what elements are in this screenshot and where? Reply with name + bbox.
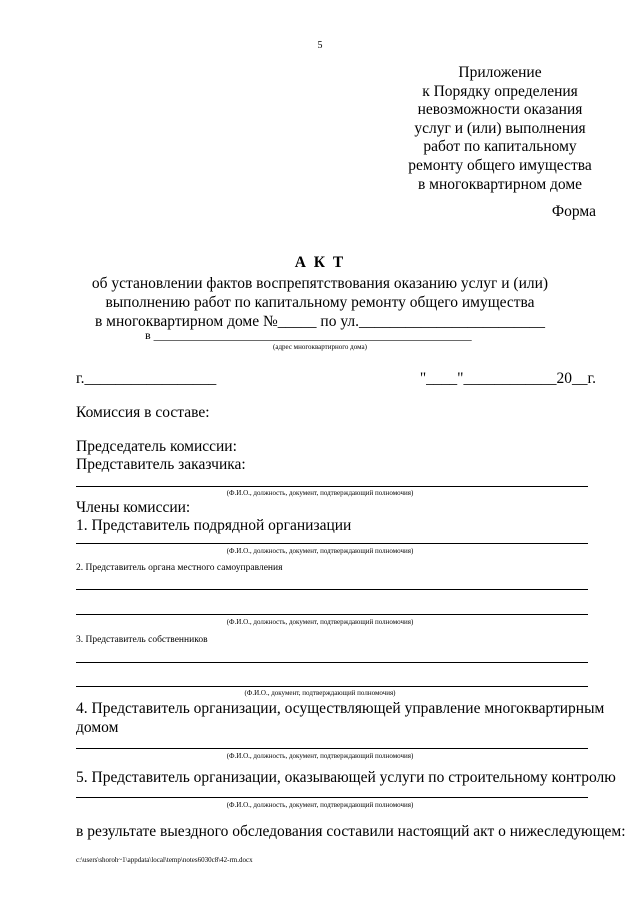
appendix-line: работ по капитальному — [423, 138, 577, 156]
document-subtitle — [0, 274, 640, 331]
member-1-line[interactable] — [76, 543, 588, 544]
member-5-label: 5. Представитель организации, оказывающей услуги по строительному контролю — [76, 769, 616, 786]
page-number: 5 — [317, 40, 323, 51]
appendix-line: Приложение — [458, 64, 542, 81]
member-5-line[interactable] — [76, 797, 588, 798]
appendix-line: ремонту общего имущества — [408, 156, 592, 174]
member-3-line-2[interactable] — [76, 686, 588, 687]
member-4-label: 4. Представитель организации, осуществляющей управление многоквартирным — [76, 700, 605, 717]
fio-caption: (Ф.И.О., должность, документ, подтверждающий полномочия) — [226, 618, 414, 626]
address-caption: (адрес многоквартирного дома) — [273, 343, 367, 351]
member-1-label: 1. Представитель подрядной организации — [76, 517, 352, 534]
customer-rep-line[interactable] — [76, 486, 588, 487]
appendix-line: в многоквартирном доме — [417, 175, 583, 193]
closing-statement: в результате выездного обследования составили настоящий акт о нижеследующем: — [76, 823, 626, 840]
appendix-line: услуг и (или) выполнения — [414, 119, 586, 137]
appendix-line: невозможности оказания — [417, 101, 583, 119]
member-3-line-1[interactable] — [76, 662, 588, 663]
member-2-label: 2. Представитель органа местного самоуправления — [76, 563, 283, 573]
commission-heading: Комиссия в составе: — [76, 404, 210, 421]
form-label: Форма — [551, 203, 596, 220]
date-field[interactable]: "____"____________20__г. — [419, 370, 596, 387]
city-field[interactable]: г._________________ — [76, 370, 217, 387]
subtitle-line: выполнению работ по капитальному ремонту общего имущества — [105, 294, 535, 311]
appendix-line: к Порядку определения — [422, 82, 578, 100]
member-2-line-2[interactable] — [76, 614, 588, 615]
fio-caption-short: (Ф.И.О., документ, подтверждающий полномочия) — [244, 689, 396, 697]
fio-caption: (Ф.И.О., должность, документ, подтверждающий полномочия) — [226, 752, 414, 760]
chairman-label: Председатель комиссии: — [76, 438, 237, 455]
address-field[interactable]: в _____________________________________________________ — [145, 328, 472, 342]
member-4-label-cont: домом — [76, 719, 119, 736]
member-2-line-1[interactable] — [76, 589, 588, 590]
fio-caption: (Ф.И.О., должность, документ, подтверждающий полномочия) — [226, 801, 414, 809]
customer-rep-label: Представитель заказчика: — [76, 456, 246, 473]
fio-caption: (Ф.И.О., должность, документ, подтверждающий полномочия) — [226, 547, 414, 555]
appendix-block — [380, 64, 620, 194]
members-heading: Члены комиссии: — [76, 499, 191, 516]
fio-caption: (Ф.И.О., должность, документ, подтверждающий полномочия) — [226, 489, 414, 497]
subtitle-line: об установлении фактов воспрепятствования оказанию услуг и (или) — [91, 275, 549, 292]
footer-file-path: c:\users\shoroh~1\appdata\local\temp\notes6030c8\42-rm.docx — [76, 856, 253, 864]
document-title: А К Т — [294, 254, 346, 271]
member-3-label: 3. Представитель собственников — [76, 635, 208, 645]
subtitle-line: в многоквартирном доме №_____ по ул.________________________ — [94, 313, 545, 330]
member-4-line[interactable] — [76, 748, 588, 749]
